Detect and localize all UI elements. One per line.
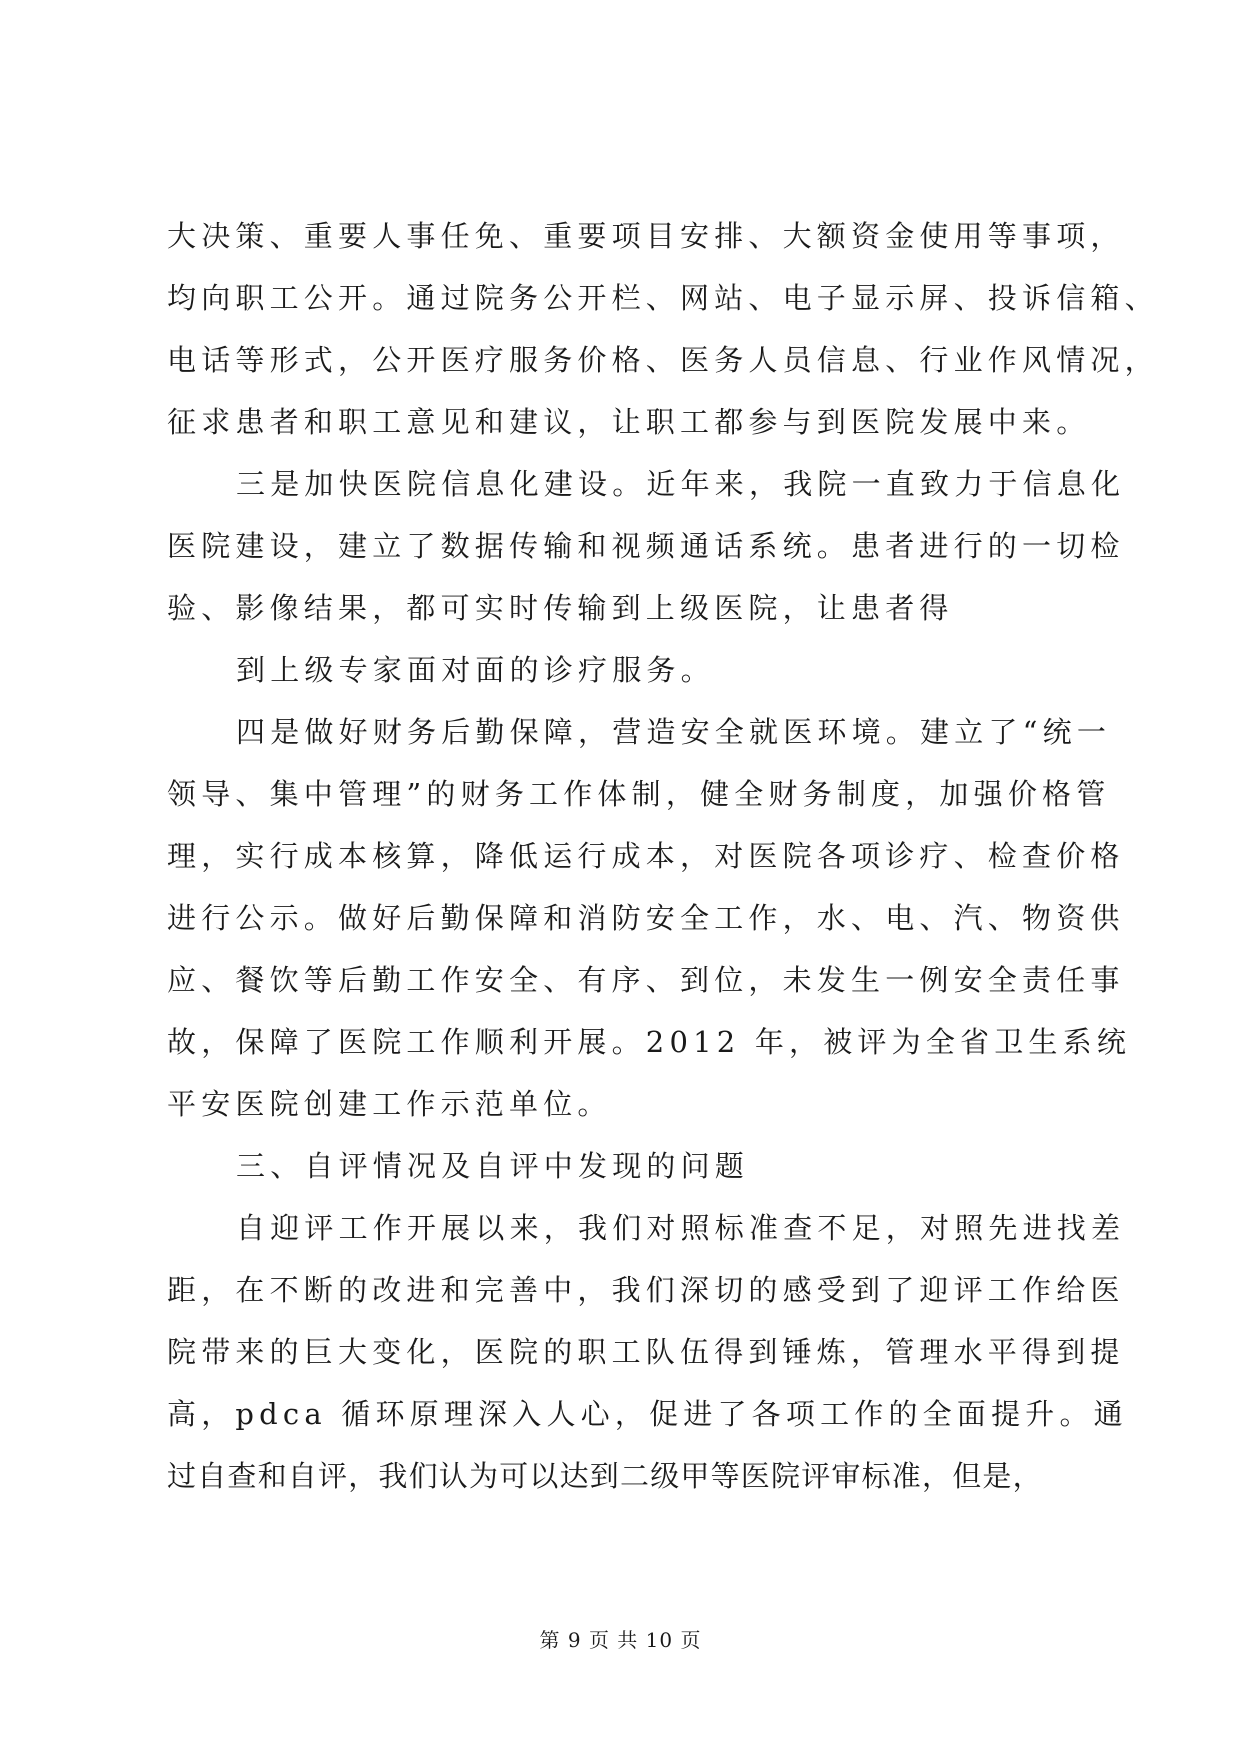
paragraph-start-line: 三是加快医院信息化建设。近年来，我院一直致力于信息化 (236, 467, 1126, 501)
text-line: 应、餐饮等后勤工作安全、有序、到位，未发生一例安全责任事 (167, 963, 1125, 997)
document-body (167, 205, 1159, 1507)
text-line: 过自查和自评，我们认为可以达到二级甲等医院评审标准，但是， (167, 1459, 1043, 1493)
text-line: 医院建设，建立了数据传输和视频通话系统。患者进行的一切检 (167, 529, 1125, 563)
text-line: 领导、集中管理”的财务工作体制，健全财务制度，加强价格管 (167, 777, 1111, 811)
text-line: 电话等形式，公开医疗服务价格、医务人员信息、行业作风情况， (167, 343, 1159, 377)
text-line: 进行公示。做好后勤保障和消防安全工作，水、电、汽、物资供 (167, 901, 1125, 935)
text-line: 距，在不断的改进和完善中，我们深切的感受到了迎评工作给医 (167, 1273, 1125, 1307)
text-line: 大决策、重要人事任免、重要项目安排、大额资金使用等事项， (167, 219, 1125, 253)
text-line: 院带来的巨大变化，医院的职工队伍得到锤炼，管理水平得到提 (167, 1335, 1125, 1369)
text-line: 高，pdca 循环原理深入人心，促进了各项工作的全面提升。通 (167, 1397, 1128, 1431)
text-line: 均向职工公开。通过院务公开栏、网站、电子显示屏、投诉信箱、 (167, 281, 1159, 315)
section-heading: 三、自评情况及自评中发现的问题 (236, 1149, 750, 1183)
text-line: 平安医院创建工作示范单位。 (167, 1087, 612, 1121)
paragraph-start-line: 自迎评工作开展以来，我们对照标准查不足，对照先进找差 (236, 1211, 1126, 1245)
text-line: 故，保障了医院工作顺利开展。2012 年，被评为全省卫生系统 (167, 1025, 1132, 1059)
text-line: 征求患者和职工意见和建议，让职工都参与到医院发展中来。 (167, 405, 1091, 439)
page-number-footer: 第 9 页 共 10 页 (539, 1628, 702, 1652)
paragraph-start-line: 四是做好财务后勤保障，营造安全就医环境。建立了“统一 (236, 715, 1112, 749)
paragraph-start-line: 到上级专家面对面的诊疗服务。 (236, 653, 715, 687)
text-line: 理，实行成本核算，降低运行成本，对医院各项诊疗、检查价格 (167, 839, 1125, 873)
text-line: 验、影像结果，都可实时传输到上级医院，让患者得 (167, 591, 954, 625)
